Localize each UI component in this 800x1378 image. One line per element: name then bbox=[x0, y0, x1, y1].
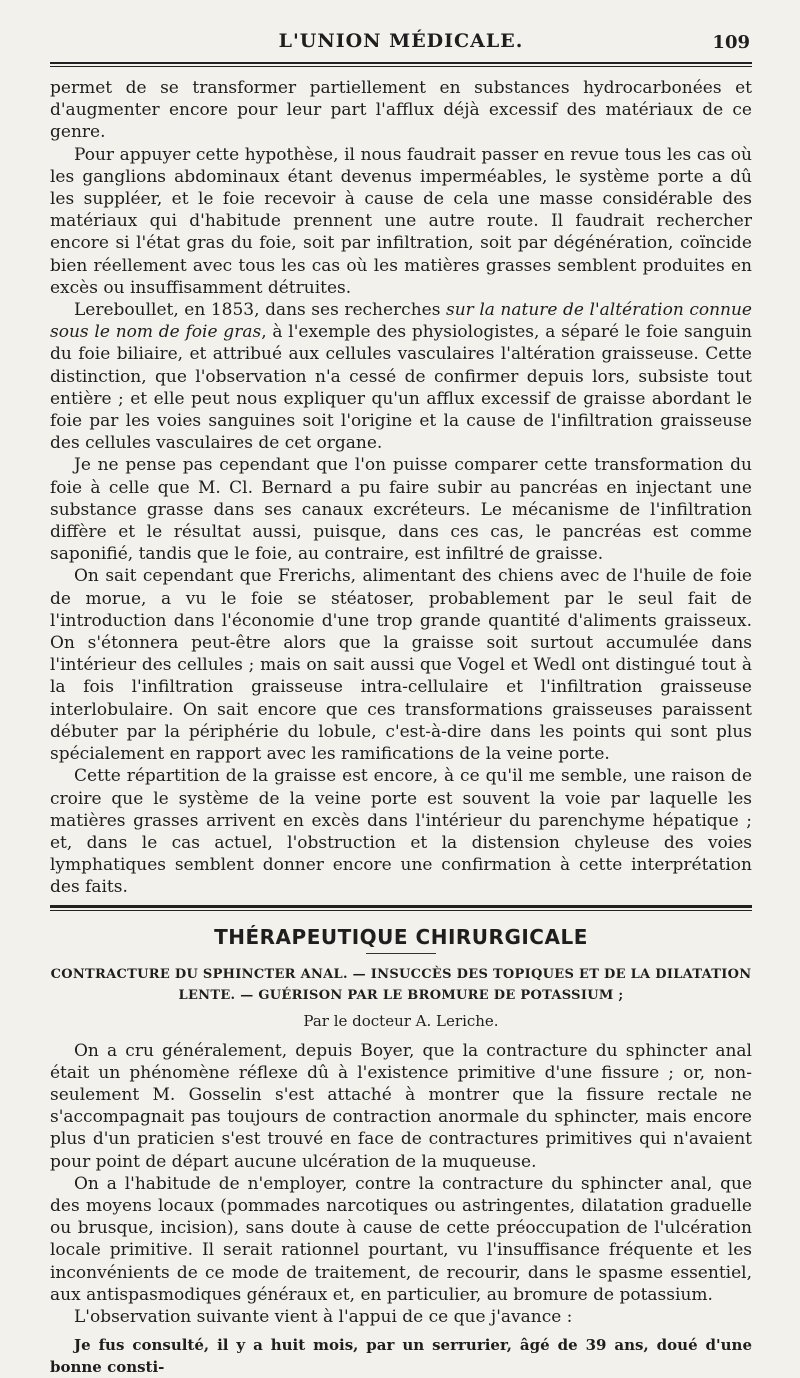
byline: Par le docteur A. Leriche. bbox=[303, 1011, 499, 1030]
paragraph bbox=[50, 299, 752, 454]
paragraph-text: , à l'exemple des physiologistes, a séparé le foie sanguin du foie biliaire, et attribué aux cellules vasculaires l'altération graisseuse. Cette distinction, que l'observation n'a cessé de confirmer depuis lors, subsiste tout entière ; et elle peut nous expliquer qu'un afflux excessif de graisse abordant le foie par les voies sanguines soit l'origine et la cause de l'infiltration graisseuse des cellules vasculaires de cet organe. bbox=[50, 322, 752, 454]
running-title: L'UNION MÉDICALE. bbox=[278, 30, 524, 52]
paragraph: On a l'habitude de n'employer, contre la contracture du sphincter anal, que des moyens locaux (pommades narcotiques ou astringentes, dilatation graduelle ou brusque, incision), sans doute à cause de cette préoccupation de l'ulcération locale primitive. Il serait rationnel pourtant, vu l'insuffisance fréquente et les inconvénients de ce mode de traitement, de recourir, dans le spasme essentiel, aux antispasmodiques généraux et, en particulier, au bromure de potassium. bbox=[50, 1173, 752, 1305]
case-report-text: Je fus consulté, il y a huit mois, par un serrurier, âgé de 39 ans, doué d'une bonne consti- bbox=[50, 1336, 752, 1377]
paragraph: On sait cependant que Frerichs, alimentant des chiens avec de l'huile de foie de morue, a vu le foie se stéatoser, probablement par le seul fait de l'introduction dans l'économie d'une trop grande quantité d'aliments graisseux. On s'étonnera peut-être alors que la graisse soit surtout accumulée dans l'intérieur des cellules ; mais on sait aussi que Vogel et Wedl ont distingué tout à la fois l'infiltration graisseuse intra-cellulaire et l'infiltration graisseuse interlobulaire. On sait encore que ces transformations graisseuses paraissent débuter par la périphérie du lobule, c'est-à-dire dans les points qui sont plus spécialement en rapport avec les ramifications de la veine porte. bbox=[50, 566, 752, 765]
section-body bbox=[50, 1040, 752, 1329]
paragraph: L'observation suivante vient à l'appui de ce que j'avance : bbox=[74, 1306, 573, 1327]
paragraph: Pour appuyer cette hypothèse, il nous faudrait passer en revue tous les cas où les ganglions abdominaux étant devenus imperméables, le système porte a dû les suppléer, et le foie recevoir à cause de cela une masse considérable des matériaux qui d'habitude prennent une autre route. Il faudrait rechercher encore si l'état gras du foie, soit par infiltration, soit par dégénération, coïncide bien réellement avec tous les cas où les matières grasses semblent produites en excès ou insuffisamment détruites. bbox=[50, 144, 752, 298]
paragraph: Cette répartition de la graisse est encore, à ce qu'il me semble, une raison de croire que le système de la veine porte est souvent la voie par laquelle les matières grasses arrivent en excès dans l'intérieur du parenchyme hépatique ; et, dans le cas actuel, l'obstruction et la distension chyleuse des voies lymphatiques semblent donner encore une confirmation à cette interprétation des faits. bbox=[50, 766, 752, 898]
subtitle-line: CONTRACTURE DU SPHINCTER ANAL. — INSUCCÈS DES TOPIQUES ET DE LA DILATATION bbox=[50, 966, 752, 982]
header-rule bbox=[50, 62, 752, 67]
paragraph: permet de se transformer partiellement en substances hydrocarbonées et d'augmenter encore pour leur part l'afflux déjà excessif des matériaux de ce genre. bbox=[50, 78, 752, 143]
paragraph: On a cru généralement, depuis Boyer, que la contracture du sphincter anal était un phénomène réflexe dû à l'existence primitive d'une fissure ; or, non-seulement M. Gosselin s'est attaché à montrer que la fissure rectale ne s'accompagnait pas toujours de contraction anormale du sphincter, mais encore plus d'un praticien s'est trouvé en face de contractures primitives qui n'avaient pour point de départ aucune ulcération de la muqueuse. bbox=[50, 1040, 752, 1172]
article-body bbox=[50, 77, 752, 899]
article-subtitle bbox=[50, 964, 752, 1006]
page-number: 109 bbox=[712, 32, 750, 53]
paragraph: Je ne pense pas cependant que l'on puisse comparer cette transformation du foie à celle que M. Cl. Bernard a pu faire subir au pancréas en injectant une substance grasse dans ses canaux excréteurs. Le mécanisme de l'infiltration diffère et le résultat aussi, puisque, dans ces cas, le pancréas est comme saponifié, tandis que le foie, au contraire, est infiltré de graisse. bbox=[50, 455, 752, 565]
page-header bbox=[50, 30, 752, 60]
section-title: THÉRAPEUTIQUE CHIRURGICALE bbox=[214, 924, 588, 949]
italic-title: sur la nature de l'altération connue sous le nom de foie gras bbox=[50, 300, 752, 343]
section-divider bbox=[50, 905, 752, 911]
section-title-underline bbox=[366, 953, 436, 954]
subtitle-line: LENTE. — GUÉRISON PAR LE BROMURE DE POTASSIUM ; bbox=[178, 987, 624, 1003]
paragraph-text: Lereboullet, en 1853, dans ses recherches bbox=[74, 300, 446, 321]
